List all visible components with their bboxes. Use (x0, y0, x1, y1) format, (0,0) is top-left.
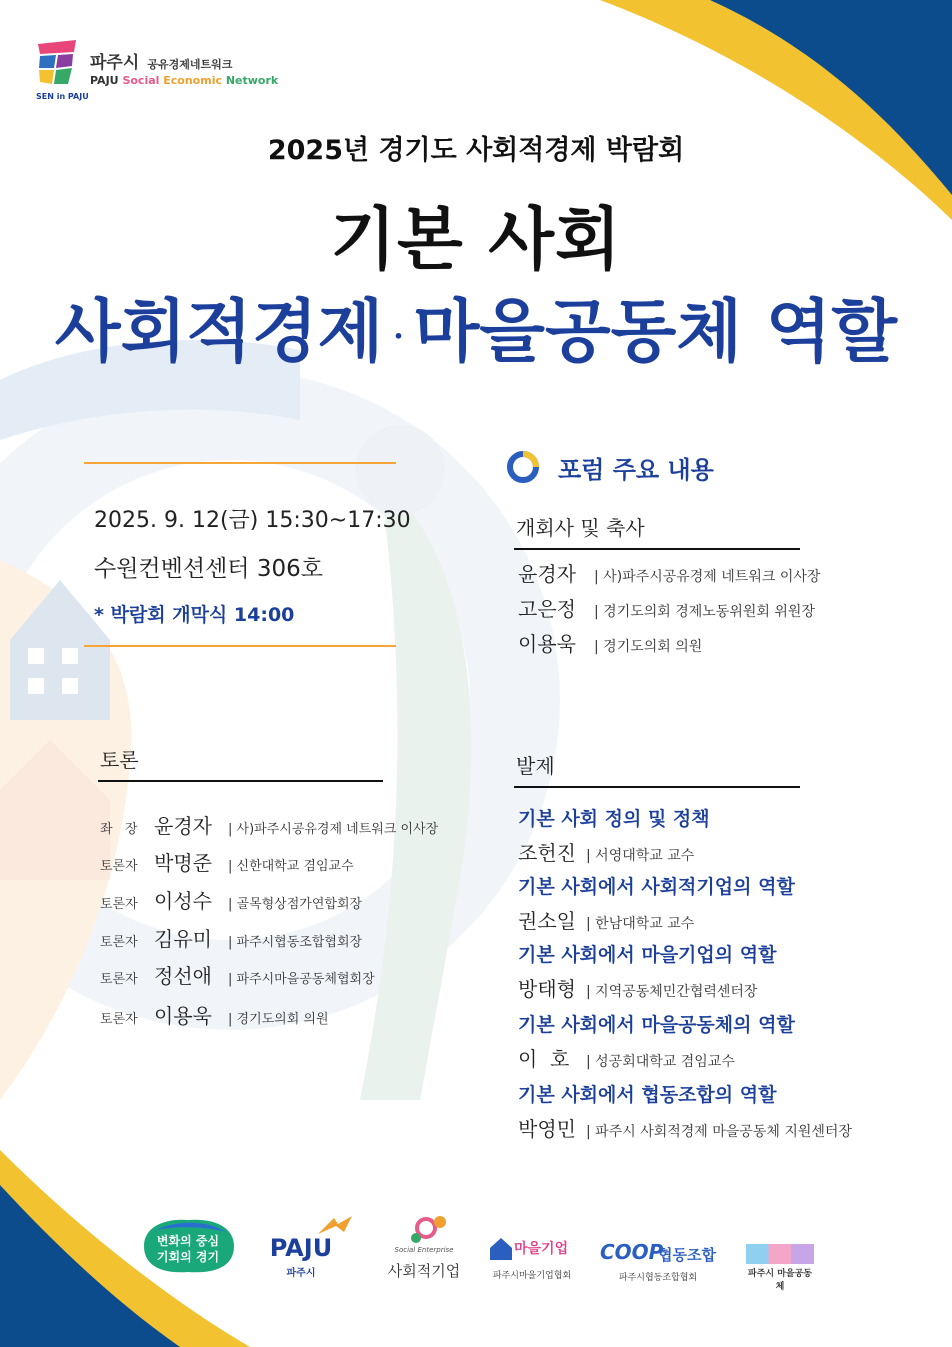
event-note: * 박람회 개막식 14:00 (94, 604, 295, 626)
village-main: 마을기업 (514, 1241, 569, 1257)
brand-mark-icon (36, 38, 80, 90)
main-title-blue (0, 278, 952, 375)
brand-english-4: Network (225, 74, 279, 87)
divider-bottom (84, 645, 396, 647)
event-subtitle: 2025년 경기도 사회적경제 박람회 (267, 135, 685, 166)
title-dot: • (393, 326, 404, 346)
village-house-icon (488, 1236, 514, 1262)
presentation-speaker (518, 1043, 938, 1072)
forum-heading: 포럼 주요 내용 (558, 456, 714, 484)
greeting-divider (514, 548, 800, 550)
brand-logo (36, 38, 279, 108)
social-enterprise-small: Social Enterprise (394, 1246, 454, 1254)
title-part-a: 사회적경제 (54, 293, 384, 372)
brand-english-1: PAJU (90, 74, 119, 87)
presentation-name: 박영민 (518, 1117, 576, 1141)
greeting-row (518, 593, 938, 628)
presentation-item (518, 872, 938, 934)
discussion-role: | 파주시협동조합협회장 (228, 935, 363, 950)
presentation-role: | 서영대학교 교수 (586, 848, 695, 864)
discussion-role: | 사)파주시공유경제 네트워크 이사장 (228, 822, 439, 837)
presentation-speaker (518, 837, 938, 866)
brand-korean-sub: 공유경제네트워크 (147, 58, 233, 71)
discussion-role: | 파주시마을공동체협회장 (228, 972, 375, 987)
presentation-topic: 기본 사회에서 협동조합의 역할 (518, 1084, 777, 1106)
discussion-title: 토론자 (100, 859, 138, 874)
presentation-topic: 기본 사회 정의 및 정책 (518, 808, 710, 830)
presentation-item (518, 1080, 938, 1142)
village-sub: 파주시마을기업협회 (492, 1271, 572, 1281)
greeting-role: | 경기도의회 의원 (594, 639, 703, 655)
logo-gyeonggi (136, 1216, 240, 1276)
discussion-name: 윤경자 (154, 814, 212, 838)
greeting-list (518, 558, 938, 663)
greeting-name: 고은정 (518, 597, 576, 621)
discussion-row (100, 1000, 329, 1029)
presentation-role: | 지역공동체민간협력센터장 (586, 984, 758, 1000)
presentation-heading: 발제 (516, 754, 555, 778)
presentation-topic: 기본 사회에서 마을기업의 역할 (518, 944, 777, 966)
greeting-row (518, 558, 938, 593)
logo-paju (266, 1214, 362, 1278)
presentation-divider (514, 786, 800, 788)
brand-english-2: Social (122, 74, 160, 87)
discussion-row (100, 923, 362, 952)
discussion-title: 토론자 (100, 972, 138, 987)
discussion-title: 좌 장 (100, 822, 138, 837)
discussion-name: 김유미 (154, 927, 212, 951)
logo-social-enterprise (382, 1212, 466, 1282)
brand-korean: 파주시 (90, 53, 140, 73)
logo-village-enterprise (484, 1218, 580, 1284)
event-venue: 수원컨벤션센터 306호 (94, 556, 323, 582)
presentation-speaker (518, 905, 938, 934)
discussion-title: 토론자 (100, 1012, 138, 1027)
presentation-speaker (518, 973, 938, 1002)
brand-english-3: Economic (163, 74, 222, 87)
logo-coop (598, 1240, 718, 1286)
discussion-title: 토론자 (100, 897, 138, 912)
gyeonggi-line1: 변화의 중심 (156, 1234, 220, 1248)
discussion-role: | 골목형상점가연합회장 (228, 897, 363, 912)
discussion-row (100, 960, 375, 989)
coop-main: 협동조합 (658, 1246, 716, 1264)
discussion-divider (98, 780, 383, 782)
greeting-row (518, 628, 938, 663)
presentation-role: | 한남대학교 교수 (586, 916, 695, 932)
discussion-role: | 경기도의회 의원 (228, 1012, 329, 1027)
social-enterprise-main: 사회적기업 (387, 1262, 461, 1280)
discussion-row (100, 810, 438, 839)
paju-text: PAJU (269, 1234, 333, 1262)
community-blocks (746, 1244, 814, 1264)
presentation-topic: 기본 사회에서 사회적기업의 역할 (518, 876, 795, 898)
paju-sub: 파주시 (286, 1268, 316, 1279)
coop-word: COOP (600, 1240, 664, 1264)
presentation-name: 권소일 (518, 909, 576, 933)
brand-badge: SEN in PAJU (36, 92, 89, 101)
title-part-b: 마을공동체 역할 (413, 293, 898, 372)
discussion-row (100, 885, 362, 914)
discussion-role: | 신한대학교 겸임교수 (228, 859, 354, 874)
coop-sub: 파주시협동조합협회 (618, 1273, 698, 1283)
discussion-heading: 토론 (100, 748, 139, 772)
presentation-speaker (518, 1113, 938, 1142)
divider-top (84, 462, 396, 464)
greeting-heading: 개회사 및 축사 (516, 516, 645, 540)
gyeonggi-line2: 기회의 경기 (156, 1250, 220, 1264)
event-date: 2025. 9. 12(금) 15:30~17:30 (94, 508, 411, 533)
presentation-role: | 성공회대학교 겸임교수 (586, 1054, 735, 1070)
forum-heading-icon (506, 450, 540, 484)
greeting-name: 윤경자 (518, 562, 576, 586)
community-text: 파주시 마을공동체 (748, 1269, 812, 1292)
presentation-name: 방태형 (518, 977, 576, 1001)
discussion-name: 정선애 (154, 964, 212, 988)
greeting-name: 이용욱 (518, 632, 576, 656)
presentation-name: 조헌진 (518, 841, 576, 865)
presentation-name: 이 호 (518, 1047, 570, 1071)
discussion-row (100, 847, 354, 876)
presentation-item (518, 804, 938, 866)
presentation-item (518, 1010, 938, 1072)
discussion-name: 이성수 (154, 889, 212, 913)
greeting-role: | 경기도의회 경제노동위원회 위원장 (594, 604, 815, 620)
presentation-topic: 기본 사회에서 마을공동체의 역할 (518, 1014, 795, 1036)
discussion-title: 토론자 (100, 935, 138, 950)
logo-community (744, 1244, 816, 1292)
discussion-name: 박명준 (154, 851, 212, 875)
greeting-role: | 사)파주시공유경제 네트워크 이사장 (594, 569, 821, 585)
social-enterprise-mark-icon (396, 1212, 456, 1246)
presentation-item (518, 940, 938, 1002)
main-title: 기본 사회 (330, 201, 622, 280)
discussion-name: 이용욱 (154, 1004, 212, 1028)
presentation-role: | 파주시 사회적경제 마을공동체 지원센터장 (586, 1124, 852, 1140)
